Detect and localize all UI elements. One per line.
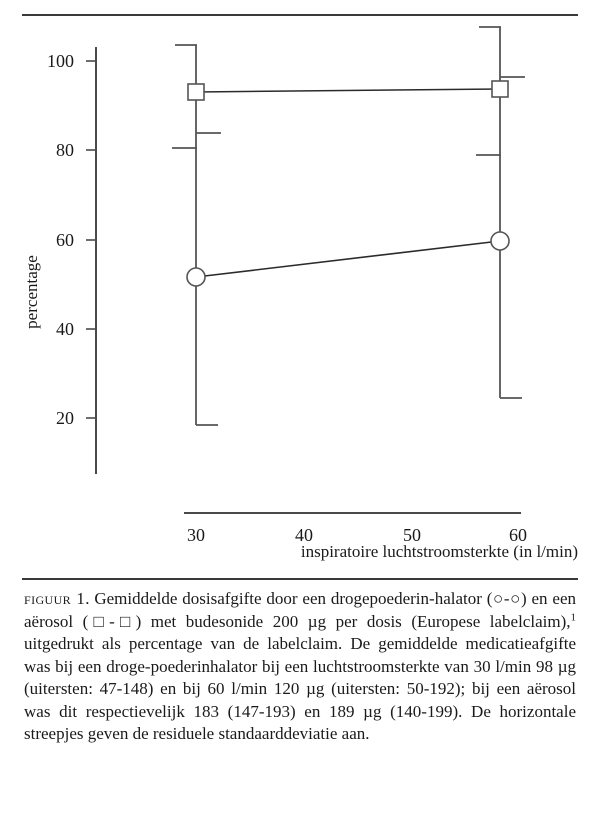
caption-marker-circle-glyph: ○-○ [492,589,521,608]
y-tick-label-40: 40 [56,319,74,339]
y-tick-label-100: 100 [47,51,74,71]
caption-divider-rule [22,578,578,580]
caption-footnote-ref: 1 [570,610,576,623]
figure-chart-area [0,14,600,574]
figure-caption-text-4: uitgedrukt als percentage van de labelclaim. De gemiddelde medicatieafgifte was bij een droge-poederinhalator bij een luchtstroomsterkte van 30 l/min 98 µg (uitersten: 47-148) en bij 60 l/min 120 µg (uitersten: 50-192); bij een aërosol was dit respectievelijk 183 (147-193) en 189 µg (140-199). De horizontale streepjes geven de residuele standaarddeviatie aan. [24,634,576,743]
x-axis-title: inspiratoire luchtstroomsterkte (in l/min) [300,542,578,561]
marker-square-30 [188,84,204,100]
figure-caption-text-3: ) met budesonide 200 µg per dosis (Europese labelclaim), [135,611,571,631]
figure-caption-label: figuur 1 [24,589,86,608]
x-tick-label-40: 40 [295,525,313,545]
y-axis-title: percentage [22,255,41,329]
y-axis-ticks [86,61,96,418]
figure-caption-text-2: ) en een aërosol ( [24,589,576,631]
x-tick-label-50: 50 [403,525,421,545]
x-tick-label-30: 30 [187,525,205,545]
series-aerosol [188,81,508,100]
caption-marker-square-glyph: □-□ [88,611,136,631]
y-tick-label-20: 20 [56,408,74,428]
y-tick-label-60: 60 [56,230,74,250]
figure-caption-text-1: . Gemiddelde dosisafgifte door een drogepoederin-halator ( [85,589,493,608]
x-tick-label-60: 60 [509,525,527,545]
marker-square-60 [492,81,508,97]
y-tick-label-80: 80 [56,140,74,160]
range-bar-30 [175,45,218,425]
series-dry-powder-inhaler [187,232,509,286]
marker-circle-30 [187,268,205,286]
figure-caption [24,588,576,746]
chart-plot [0,14,600,574]
marker-circle-60 [491,232,509,250]
